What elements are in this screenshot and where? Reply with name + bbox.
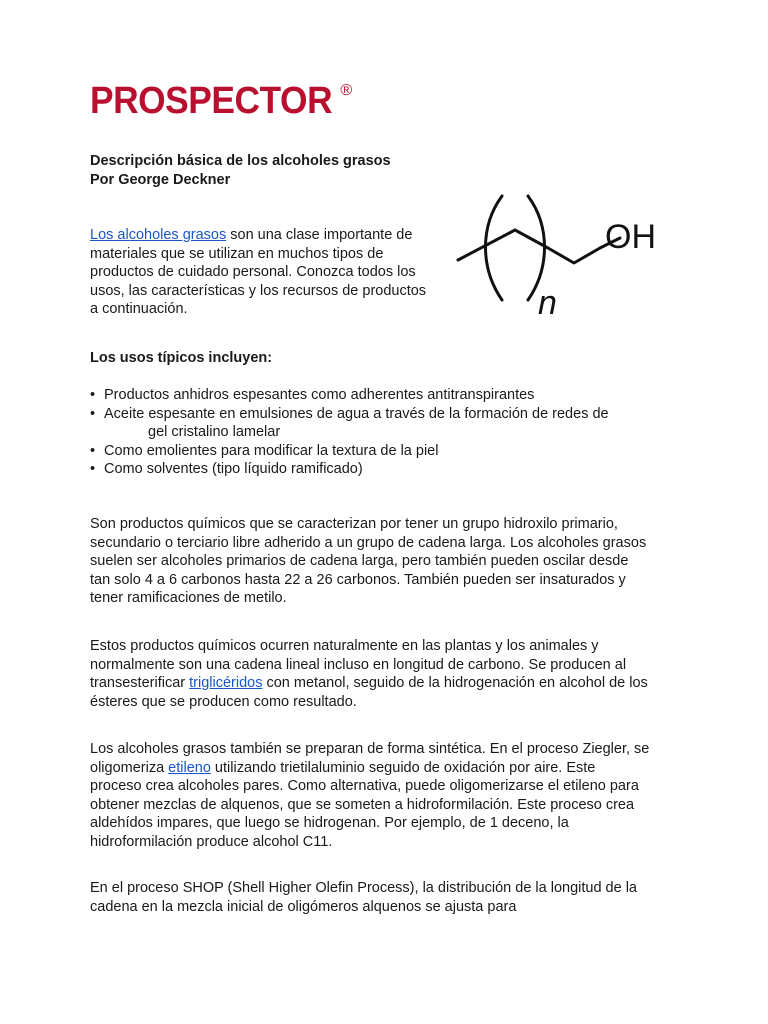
intro-paragraph bbox=[90, 226, 435, 319]
paragraph-shop-process: En el proceso SHOP (Shell Higher Olefin Process), la distribución de la longitud de la cadena en la mezcla inicial de oligómeros alquenos se ajusta para bbox=[90, 880, 637, 915]
list-item bbox=[90, 405, 650, 442]
repeat-n-label: n bbox=[538, 284, 557, 322]
list-item-text: Productos anhidros espesantes como adherentes antitranspirantes bbox=[104, 387, 535, 403]
paragraph-text: con metanol, seguido de la hidrogenación en alcohol de los ésteres que se producen como resultado. bbox=[90, 675, 648, 710]
left-bracket bbox=[486, 196, 503, 300]
list-item-text: Aceite espesante en emulsiones de agua a través de la formación de redes de bbox=[104, 405, 609, 422]
registered-mark: ® bbox=[340, 82, 353, 99]
triglycerides-link[interactable]: triglicéridos bbox=[189, 675, 263, 691]
article-author: Por George Deckner bbox=[90, 172, 231, 188]
logo-text: PROSPECTOR bbox=[90, 80, 333, 122]
hydroxyl-label: OH bbox=[605, 218, 656, 256]
bullet: • bbox=[90, 405, 96, 422]
bullet: • bbox=[90, 461, 96, 477]
list-item-text: Como emolientes para modificar la textura de la piel bbox=[104, 442, 439, 459]
fatty-alcohol-structure bbox=[450, 182, 680, 322]
list-item-continuation: gel cristalino lamelar bbox=[148, 424, 281, 440]
paragraph-text: Estos productos químicos ocurren naturalmente en las plantas y los animales y normalmente son una cadena lineal incluso en longitud de carbono. Se producen al transesterificar bbox=[90, 638, 627, 691]
paragraph-text: Los alcoholes grasos también se preparan de forma sintética. En el proceso Ziegler, se oligomeriza bbox=[90, 741, 650, 776]
list-item bbox=[90, 442, 650, 461]
paragraph-text: utilizando trietilaluminio seguido de oxidación por aire. Este proceso crea alcoholes pares. Como alternativa, puede oligomerizarse el etileno para obtener mezclas de alquenos, que se someten a hidroformilación. Este proceso crea aldehídos impares, que luego se hidrogenan. Por ejemplo, de 1 deceno, la hidroformilación produce alcohol C11. bbox=[90, 759, 639, 850]
list-item-text: Como solventes (tipo líquido ramificado) bbox=[104, 461, 363, 477]
intro-text: son una clase importante de materiales que se utilizan en muchos tipos de productos de cuidado personal. Conozca todos los usos, las características y los recursos de productos a continuación. bbox=[90, 227, 427, 317]
uses-list bbox=[90, 386, 650, 479]
bullet: • bbox=[90, 387, 96, 403]
carbon-chain bbox=[458, 230, 620, 263]
paragraph-chemistry: Son productos químicos que se caracterizan por tener un grupo hidroxilo primario, secundario o terciario libre adherido a un grupo de cadena larga. Los alcoholes grasos suelen ser alcoholes primarios de cadena larga, pero también pueden oscilar desde tan solo 4 a 6 carbonos hasta 22 a 26 carbonos. También pueden ser insaturados y tener ramificaciones de metilo. bbox=[90, 516, 647, 606]
bullet: • bbox=[90, 442, 96, 459]
list-item bbox=[90, 460, 650, 479]
fatty-alcohols-link[interactable]: Los alcoholes grasos bbox=[90, 227, 227, 243]
paragraph-natural-origin bbox=[90, 637, 650, 711]
list-item bbox=[90, 386, 650, 405]
ethylene-link[interactable]: etileno bbox=[168, 759, 211, 776]
paragraph-synthetic bbox=[90, 740, 650, 851]
uses-heading: Los usos típicos incluyen: bbox=[90, 350, 273, 366]
article-header bbox=[90, 152, 391, 190]
prospector-logo bbox=[90, 80, 352, 122]
article-title: Descripción básica de los alcoholes grasos bbox=[90, 153, 391, 169]
